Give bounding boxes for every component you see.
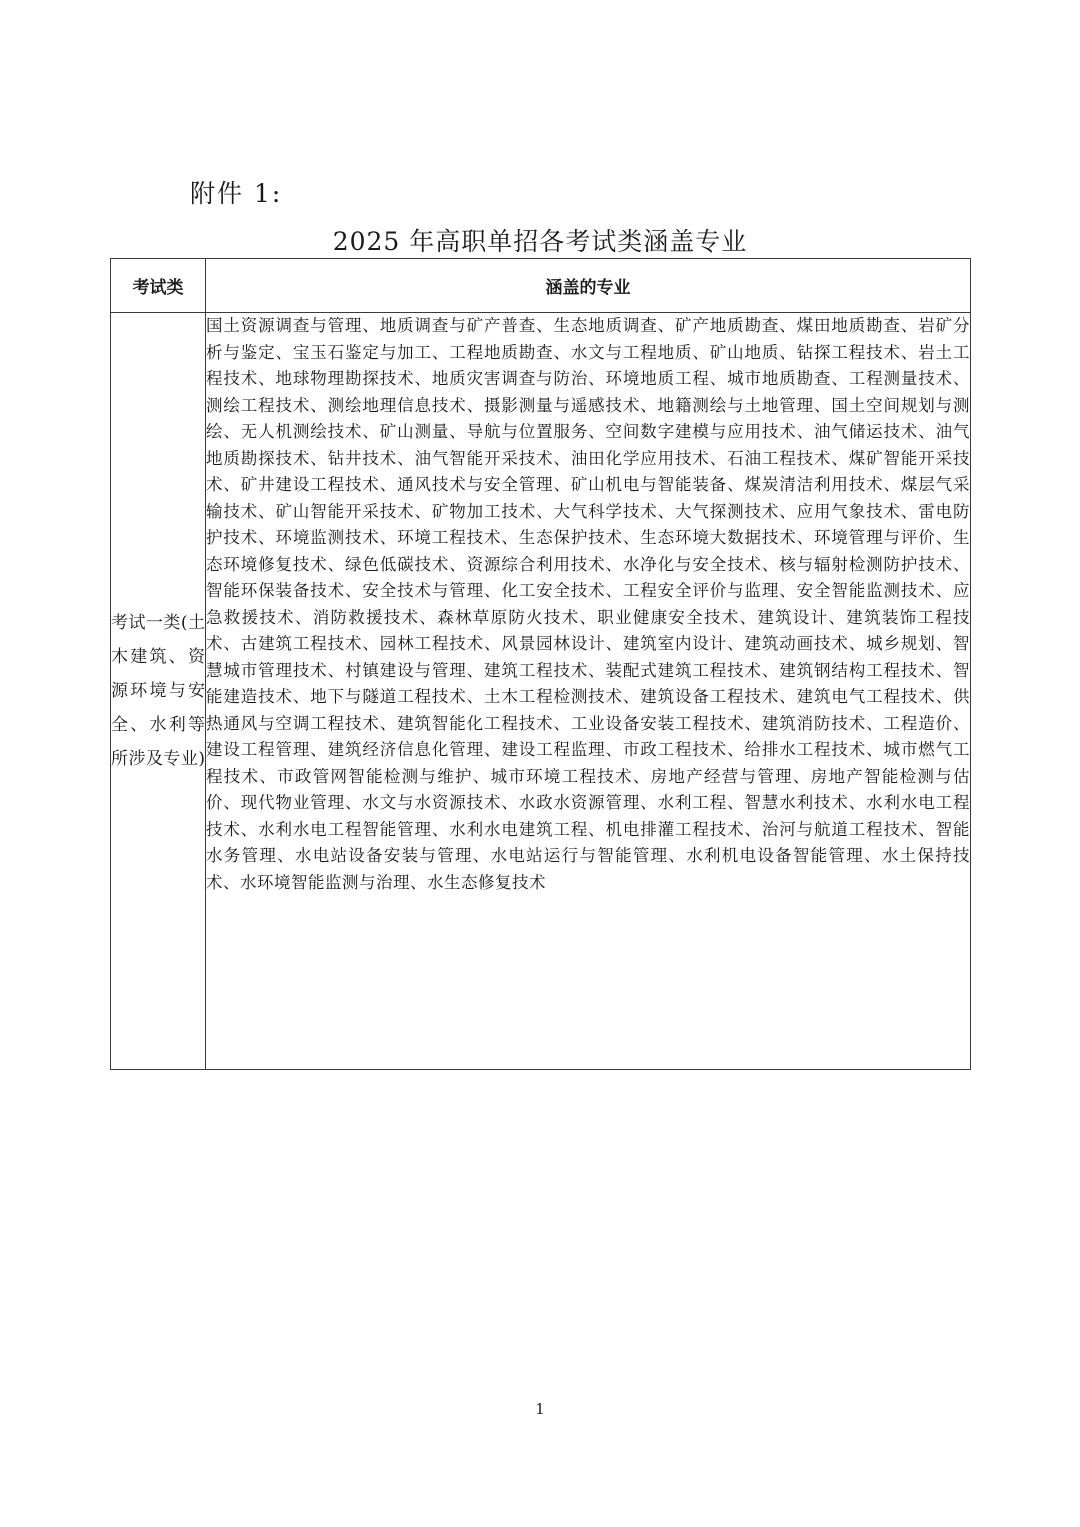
table-header-row bbox=[111, 259, 971, 313]
document-title: 2025 年高职单招各考试类涵盖专业 bbox=[332, 227, 748, 256]
table-row bbox=[111, 313, 971, 1070]
majors-list-cell: 国土资源调查与管理、地质调查与矿产普查、生态地质调查、矿产地质勘查、煤田地质勘查、岩矿分析与鉴定、宝玉石鉴定与加工、工程地质勘查、水文与工程地质、矿山地质、钻探工程技术、岩土工程技术、地球物理勘探技术、地质灾害调查与防治、环境地质工程、城市地质勘查、工程测量技术、测绘工程技术、测绘地理信息技术、摄影测量与遥感技术、地籍测绘与土地管理、国土空间规划与测绘、无人机测绘技术、矿山测量、导航与位置服务、空间数字建模与应用技术、油气储运技术、油气地质勘探技术、钻井技术、油气智能开采技术、油田化学应用技术、石油工程技术、煤矿智能开采技术、矿井建设工程技术、通风技术与安全管理、矿山机电与智能装备、煤炭清洁利用技术、煤层气采输技术、矿山智能开采技术、矿物加工技术、大气科学技术、大气探测技术、应用气象技术、雷电防护技术、环境监测技术、环境工程技术、生态保护技术、生态环境大数据技术、环境管理与评价、生态环境修复技术、绿色低碳技术、资源综合利用技术、水净化与安全技术、核与辐射检测防护技术、智能环保装备技术、安全技术与管理、化工安全技术、工程安全评价与监理、安全智能监测技术、应急救援技术、消防救援技术、森林草原防火技术、职业健康安全技术、建筑设计、建筑装饰工程技术、古建筑工程技术、园林工程技术、风景园林设计、建筑室内设计、建筑动画技术、城乡规划、智慧城市管理技术、村镇建设与管理、建筑工程技术、装配式建筑工程技术、建筑钢结构工程技术、智能建造技术、地下与隧道工程技术、土木工程检测技术、建筑设备工程技术、建筑电气工程技术、供热通风与空调工程技术、建筑智能化工程技术、工业设备安装工程技术、建筑消防技术、工程造价、建设工程管理、建筑经济信息化管理、建设工程监理、市政工程技术、给排水工程技术、城市燃气工程技术、市政管网智能检测与维护、城市环境工程技术、房地产经营与管理、房地产智能检测与估价、现代物业管理、水文与水资源技术、水政水资源管理、水利工程、智慧水利技术、水利水电工程技术、水利水电工程智能管理、水利水电建筑工程、机电排灌工程技术、治河与航道工程技术、智能水务管理、水电站设备安装与管理、水电站运行与智能管理、水利机电设备智能管理、水土保持技术、水环境智能监测与治理、水生态修复技术 bbox=[206, 313, 971, 1070]
majors-table bbox=[110, 258, 971, 1070]
header-exam-category: 考试类 bbox=[111, 259, 206, 313]
page-number: 1 bbox=[535, 1400, 545, 1418]
attachment-label: 附件 1: bbox=[190, 179, 283, 208]
header-covered-majors: 涵盖的专业 bbox=[206, 259, 971, 313]
exam-category-cell: 考试一类(土木建筑、资源环境与安全、水利等所涉及专业) bbox=[111, 313, 206, 1070]
